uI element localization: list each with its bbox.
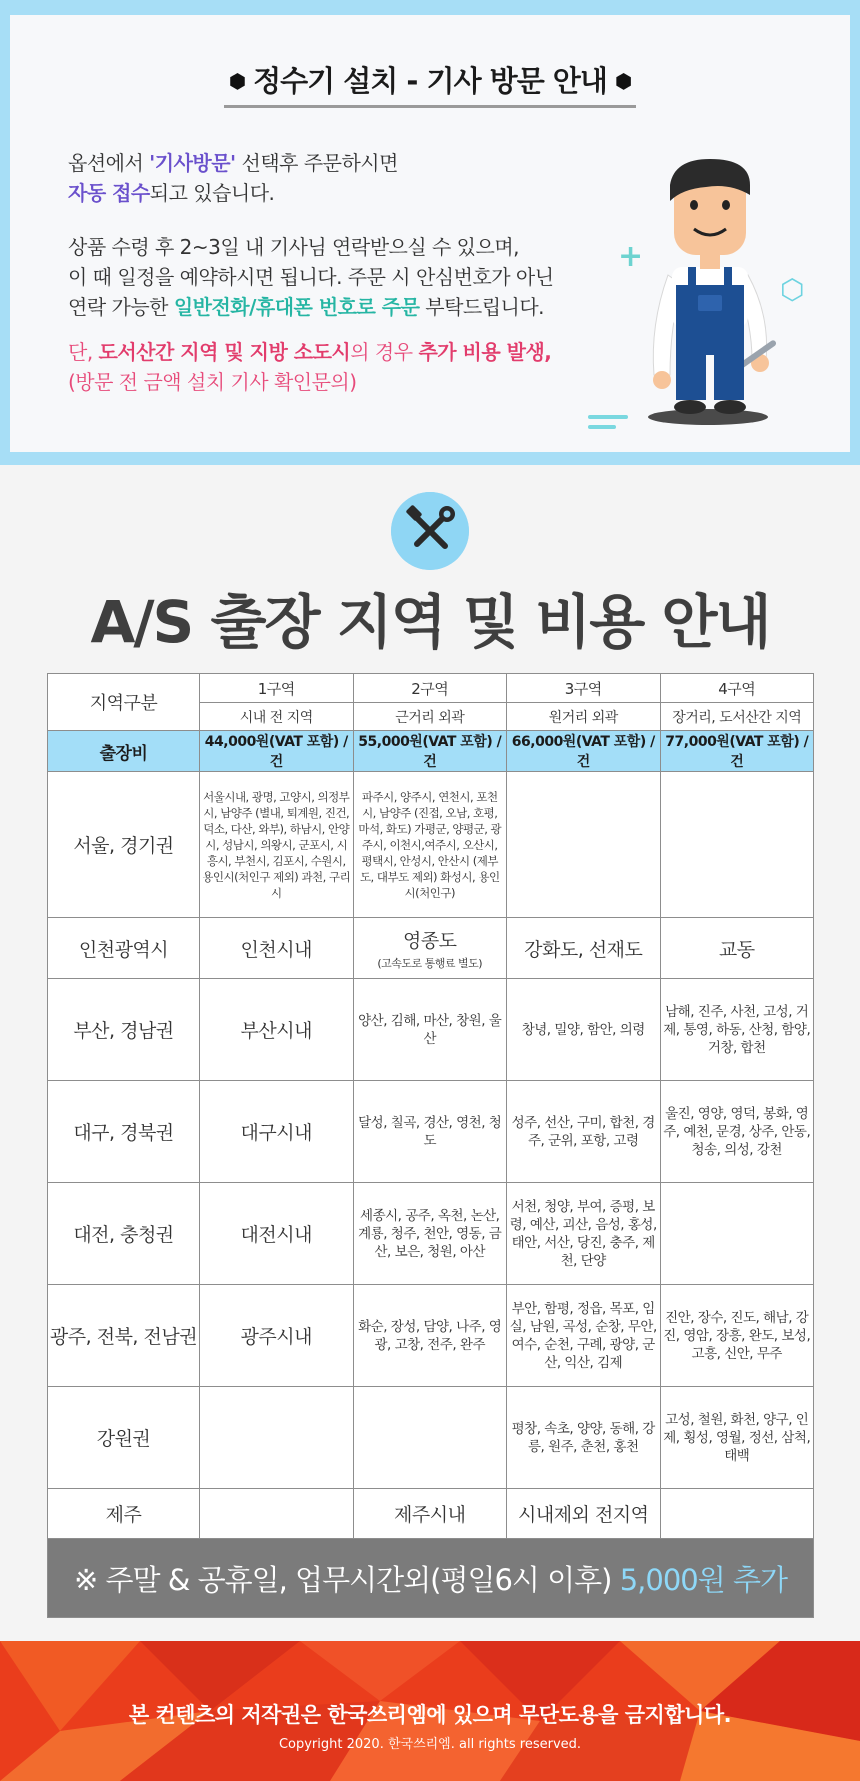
title-underline — [224, 105, 636, 108]
area-cell: 성주, 선산, 구미, 합천, 경주, 군위, 포항, 고령 — [507, 1081, 661, 1183]
table-header-row — [48, 674, 814, 703]
hexagon-bullet-icon: ⬢ — [228, 69, 246, 93]
region-cell: 강원권 — [48, 1387, 200, 1489]
area-cell: 창녕, 밀양, 함안, 의령 — [507, 979, 661, 1081]
surcharge-note-row — [48, 1539, 814, 1618]
fee-row — [48, 731, 814, 772]
highlight-text: '기사방문' — [149, 151, 236, 175]
area-cell: 강화도, 선재도 — [507, 918, 661, 979]
area-cell: 부산시내 — [200, 979, 354, 1081]
area-cell: 진안, 장수, 진도, 해남, 강진, 영암, 장흥, 완도, 보성, 고흥, 신안, 무주 — [660, 1285, 814, 1387]
area-cell: 고성, 철원, 화천, 양구, 인제, 횡성, 영월, 정선, 삼척, 태백 — [660, 1387, 814, 1489]
area-cell: 대구시내 — [200, 1081, 354, 1183]
highlight-text: 도서산간 지역 및 지방 소도시 — [98, 340, 351, 364]
zone-desc: 원거리 외곽 — [507, 703, 661, 731]
area-cell — [200, 1489, 354, 1539]
text: 부탁드립니다. — [419, 295, 545, 319]
region-cell: 서울, 경기권 — [48, 772, 200, 918]
surcharge-note-text: ※ 주말 & 공휴일, 업무시간외(평일6시 이후) — [73, 1562, 620, 1597]
copyright-footer — [0, 1641, 860, 1781]
surcharge-note — [48, 1539, 814, 1618]
area-cell: 양산, 김해, 마산, 창원, 울산 — [353, 979, 507, 1081]
table-row — [48, 1081, 814, 1183]
text: 선택후 주문하시면 — [235, 151, 398, 175]
area-cell — [660, 772, 814, 918]
hexagon-deco-icon: ⬡ — [780, 273, 805, 306]
install-notice-card — [10, 15, 850, 452]
area-cell: 시내제외 전지역 — [507, 1489, 661, 1539]
fee-cell: 44,000원(VAT 포함) / 건 — [200, 731, 354, 772]
table-row — [48, 918, 814, 979]
fee-cell: 55,000원(VAT 포함) / 건 — [353, 731, 507, 772]
zone-header: 3구역 — [507, 674, 661, 703]
notice-paragraph-3 — [68, 337, 551, 397]
zone-header: 1구역 — [200, 674, 354, 703]
area-cell: 세종시, 공주, 옥천, 논산, 계룡, 청주, 천안, 영동, 금산, 보은, 청원, 아산 — [353, 1183, 507, 1285]
notice-title — [10, 59, 850, 100]
area-cell: 교동 — [660, 918, 814, 979]
region-cell: 제주 — [48, 1489, 200, 1539]
region-cell: 인천광역시 — [48, 918, 200, 979]
area-sub-text: (고속도로 통행료 별도) — [377, 956, 483, 970]
area-cell: 달성, 칠곡, 경산, 영천, 청도 — [353, 1081, 507, 1183]
fee-label: 출장비 — [48, 731, 200, 772]
area-cell: 광주시내 — [200, 1285, 354, 1387]
table-row — [48, 979, 814, 1081]
area-cell: 울진, 영양, 영덕, 봉화, 영주, 예천, 문경, 상주, 안동, 청송, 의성, 강천 — [660, 1081, 814, 1183]
copyright-line: Copyright 2020. 한국쓰리엠. all rights reserved. — [278, 1737, 582, 1752]
install-notice-section — [0, 0, 860, 465]
notice-title-text: 정수기 설치 - 기사 방문 안내 — [253, 64, 607, 98]
text: 의 경우 — [350, 340, 419, 364]
area-main-text: 영종도 — [402, 929, 457, 952]
area-cell: 평창, 속초, 양양, 동해, 강릉, 원주, 춘천, 홍천 — [507, 1387, 661, 1489]
area-cell — [353, 1387, 507, 1489]
zone-header: 4구역 — [660, 674, 814, 703]
area-cell — [353, 918, 507, 979]
copyright-notice: 본 컨텐츠의 저작권은 한국쓰리엠에 있으며 무단도용을 금지합니다. — [128, 1703, 732, 1727]
plus-deco-icon: + — [618, 239, 644, 274]
region-cell: 광주, 전북, 전남권 — [48, 1285, 200, 1387]
zone-desc: 시내 전 지역 — [200, 703, 354, 731]
notice-paragraph-2 — [68, 232, 554, 322]
area-cell: 파주시, 양주시, 연천시, 포천시, 남양주 (진접, 오남, 호평, 마석, 화도) 가평군, 양평군, 광주시, 이천시,여주시, 오산시, 평택시, 안성시, 안산시 (제부도, 대부도 제외) 화성시, 용인시(처인구) — [353, 772, 507, 918]
area-cell: 부안, 함평, 정읍, 목포, 임실, 남원, 곡성, 순창, 무안, 여수, 순천, 구례, 광양, 군산, 익산, 김제 — [507, 1285, 661, 1387]
text: 연락 가능한 — [68, 295, 174, 319]
text: 단, — [68, 340, 99, 364]
area-cell: 화순, 장성, 담양, 나주, 영광, 고창, 전주, 완주 — [353, 1285, 507, 1387]
table-row — [48, 1387, 814, 1489]
table-row — [48, 1285, 814, 1387]
area-cell: 대전시내 — [200, 1183, 354, 1285]
area-cell: 서천, 청양, 부여, 증평, 보령, 예산, 괴산, 음성, 홍성, 태안, 서산, 당진, 충주, 제천, 단양 — [507, 1183, 661, 1285]
text: 상품 수령 후 2~3일 내 기사님 연락받으실 수 있으며, — [68, 235, 520, 259]
area-cell: 인천시내 — [200, 918, 354, 979]
worker-illustration — [610, 155, 810, 435]
highlight-text: 일반전화/휴대폰 번호로 주문 — [173, 295, 420, 319]
text: 옵션에서 — [68, 151, 150, 175]
table-row — [48, 1489, 814, 1539]
table-row — [48, 1183, 814, 1285]
as-fee-table — [47, 673, 814, 1618]
table-row — [48, 772, 814, 918]
zone-header: 2구역 — [353, 674, 507, 703]
fee-cell: 77,000원(VAT 포함) / 건 — [660, 731, 814, 772]
area-cell — [660, 1183, 814, 1285]
notice-paragraph-1 — [68, 148, 398, 208]
area-cell — [200, 1387, 354, 1489]
zone-desc: 근거리 외곽 — [353, 703, 507, 731]
text: (방문 전 금액 설치 기사 확인문의) — [68, 370, 357, 394]
surcharge-amount: 5,000원 추가 — [619, 1562, 788, 1597]
hexagon-bullet-icon: ⬢ — [614, 69, 632, 93]
tools-icon — [391, 492, 469, 570]
area-cell — [507, 772, 661, 918]
region-cell: 대전, 충청권 — [48, 1183, 200, 1285]
text: 되고 있습니다. — [149, 181, 275, 205]
region-cell: 부산, 경남권 — [48, 979, 200, 1081]
region-cell: 대구, 경북권 — [48, 1081, 200, 1183]
highlight-text: 추가 비용 발생, — [418, 340, 552, 364]
region-header: 지역구분 — [48, 674, 200, 731]
area-cell — [660, 1489, 814, 1539]
area-cell: 남해, 진주, 사천, 고성, 거제, 통영, 하동, 산청, 함양, 거창, 합천 — [660, 979, 814, 1081]
as-title: A/S 출장 지역 및 비용 안내 — [90, 588, 770, 656]
zone-desc: 장거리, 도서산간 지역 — [660, 703, 814, 731]
area-cell: 서울시내, 광명, 고양시, 의정부시, 남양주 (별내, 퇴계원, 진건, 덕소, 다산, 와부), 하남시, 안양시, 성남시, 의왕시, 군포시, 시흥시, 부천시, 김포시, 수원시, 용인시(처인구 제외) 과천, 구리시 — [200, 772, 354, 918]
text: 이 때 일정을 예약하시면 됩니다. 주문 시 안심번호가 아닌 — [68, 265, 554, 289]
area-cell: 제주시내 — [353, 1489, 507, 1539]
highlight-text: 자동 접수 — [68, 181, 150, 205]
fee-cell: 66,000원(VAT 포함) / 건 — [507, 731, 661, 772]
